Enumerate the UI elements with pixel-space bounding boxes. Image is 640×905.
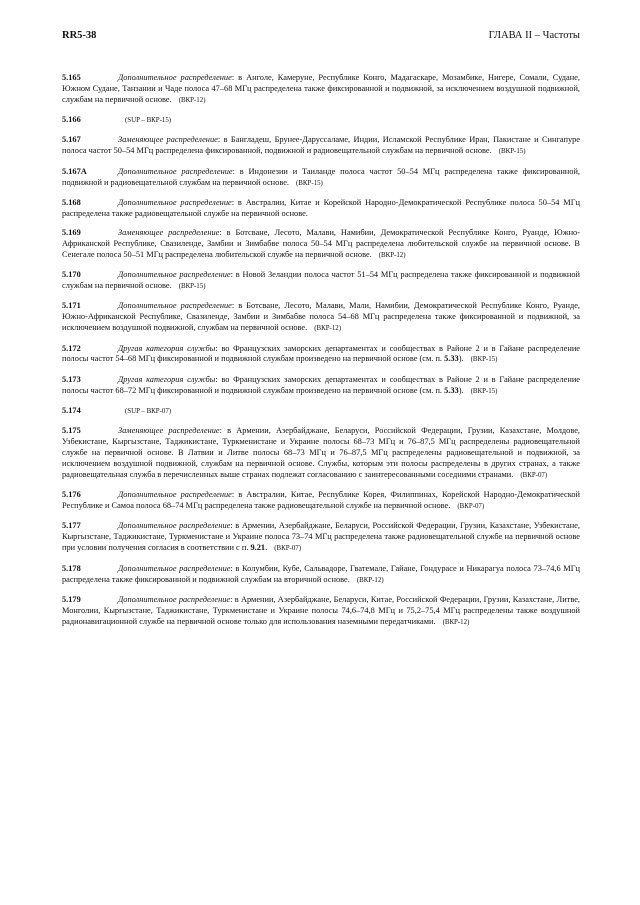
footnote-colon: :: [219, 426, 228, 436]
footnote-5-176: [62, 490, 580, 513]
footnote-text: в Колумбии, Кубе, Сальвадоре, Гватемале, Гайане, Гондурасе и Никарагуа полоса 73–74,6 МГц распределена также фиксированной и подвижной службам на вторичной основе.: [62, 563, 581, 584]
footnote-category: Заменяющее распределение: [118, 228, 220, 238]
page-number: RR5-38: [62, 30, 97, 41]
footnote-text-end: ).: [458, 385, 464, 395]
footnote-colon: :: [231, 197, 238, 207]
footnote-revision: (ВКР-15): [296, 179, 323, 187]
footnote-text: во Французских заморских департаментах и сообществах в Районе 2 и в Гайане распределение полосы частот 68–72 МГц фиксированной и подвижной службам произведено на первичной основе (см. п.: [62, 374, 580, 395]
footnote-5-165: [62, 73, 580, 107]
footnote-5-167a: [62, 167, 580, 190]
footnote-colon: :: [230, 270, 236, 280]
footnote-5-171: [62, 301, 580, 335]
footnote-5-168: [62, 198, 580, 220]
footnote-5-172: [62, 344, 580, 367]
footnote-category: Дополнительное распределение: [118, 521, 231, 531]
footnote-number: 5.176: [62, 490, 81, 500]
footnote-revision: (ВКР-12): [356, 576, 384, 584]
footnote-colon: :: [231, 301, 239, 311]
footnote-category: Дополнительное распределение: [118, 73, 232, 82]
footnote-text: в Австралии, Китае, Республике Корея, Филиппинах, Корейской Народно-Демократической Республике и Самоа полоса 68–74 МГц распределена также радиовещательной службе на первичной основе.: [62, 490, 581, 511]
footnote-number: 5.174: [62, 405, 81, 415]
footnote-text-end: ).: [458, 354, 464, 364]
footnote-colon: :: [230, 594, 235, 604]
footnote-category: Заменяющее распределение: [118, 426, 220, 436]
footnote-5-166: [62, 115, 580, 127]
footnote-number: 5.167A: [62, 166, 87, 176]
footnote-5-173: [62, 375, 580, 398]
footnote-number: 5.166: [62, 115, 81, 125]
footnote-revision: (ВКР-15): [178, 283, 206, 291]
footnote-5-169: [62, 228, 580, 262]
footnote-text: в Армении, Азербайджане, Беларуси, Китае, Российской Федерации, Грузии, Казахстане, Литве, Монголии, Кыргызстане, Таджикистане, Туркменистане и Украине полосы 74,6–74,8 МГц и 75,2–75,4 МГц распределены также воздушной радионавигационной службе на первичной основе только для использования наземными передатчиками.: [62, 594, 581, 626]
footnote-number: 5.171: [62, 301, 81, 311]
footnote-colon: :: [215, 374, 222, 384]
footnote-number: 5.165: [62, 73, 81, 82]
footnote-revision: (SUP – ВКР-15): [125, 117, 172, 125]
footnote-revision: (ВКР-12): [378, 251, 406, 259]
footnote-text: в Новой Зеландии полоса частот 51–54 МГц распределена также фиксированной и подвижной службам на первичной основе.: [62, 270, 580, 291]
page-header: [62, 30, 580, 44]
footnote-text: в Австралии, Китае и Корейской Народно-Демократической Республике полоса 50–54 МГц распределена также радиовещательной службе на первичной основе.: [62, 197, 581, 218]
footnote-category: Дополнительное распределение: [118, 166, 233, 176]
footnote-text: в Анголе, Камеруне, Республике Конго, Мадагаскаре, Мозамбике, Нигере, Сомали, Судане, Южном Судане, Танзании и Чаде полоса 47–68 МГц распределена также фиксированной и подвижной, за исключением воздушной подвижной, службам на первичной основе.: [62, 73, 581, 104]
footnote-colon: :: [231, 490, 239, 500]
footnote-revision: (ВКР-15): [470, 356, 498, 364]
footnote-category: Другая категория службы: [118, 374, 216, 384]
footnote-revision: (ВКР-07): [274, 545, 302, 553]
footnote-number: 5.179: [62, 594, 81, 604]
footnote-category: Дополнительное распределение: [118, 490, 232, 500]
footnote-colon: :: [230, 521, 236, 531]
footnotes-list: [62, 73, 580, 637]
footnote-colon: :: [231, 73, 239, 82]
footnote-colon: :: [217, 135, 224, 145]
footnote-revision: (ВКР-12): [178, 96, 206, 104]
footnote-ref-number: 5.33: [444, 385, 459, 395]
footnote-5-167: [62, 135, 580, 158]
footnote-revision: (ВКР-12): [442, 618, 470, 626]
footnote-revision: (ВКР-15): [498, 148, 526, 156]
footnote-ref-number: 9.21: [250, 543, 266, 553]
footnote-5-175: [62, 426, 580, 482]
footnote-number: 5.173: [62, 374, 81, 384]
footnote-number: 5.172: [62, 343, 81, 353]
footnote-5-177: [62, 521, 580, 555]
footnote-revision: (ВКР-15): [470, 387, 498, 395]
footnote-number: 5.167: [62, 135, 81, 145]
footnote-5-174: [62, 406, 580, 418]
footnote-colon: :: [230, 563, 236, 573]
footnote-5-170: [62, 270, 580, 293]
footnote-category: Дополнительное распределение: [118, 301, 232, 311]
footnote-number: 5.178: [62, 563, 81, 573]
footnote-text: в Индонезии и Таиланде полоса частот 50–54 МГц распределена также фиксированной, подвижной и радиовещательной службам на первичной основе.: [62, 166, 580, 187]
footnote-revision: (SUP – ВКР-07): [125, 407, 172, 415]
footnote-text: в Ботсване, Лесото, Малави, Мали, Намибии, Демократической Республике Конго, Руанде, Южно-Африканской Республике, Свазиленде, Замбии и Зимбабве полоса 54–68 МГц распределена также фиксированной и подвижной, за исключением воздушной подвижной, службам на первичной основе.: [62, 301, 581, 333]
footnote-colon: :: [219, 228, 227, 238]
footnote-category: Дополнительное распределение: [118, 197, 232, 207]
footnote-text-end: .: [265, 543, 268, 553]
footnote-text: в Армении, Азербайджане, Беларуси, Российской Федерации, Грузии, Казахстане, Молдове, Узбекистане, Кыргызстане, Таджикистане, Туркменистане и Украине полосы 68–73 МГц и 76–87,5 МГц распределены радиовещательной службе на первичной основе. В Латвии и Литве полосы 68–73 МГц и 76–87,5 МГц распределены радиовещательной и подвижной, за исключением воздушной подвижной, службам на первичной основе. Службы, которым эти полосы распределены в других странах, а также радиовещательная служба в перечисленных выше странах подлежат согласованию с заинтересованными соседними странами.: [62, 426, 581, 479]
footnote-revision: (ВКР-07): [457, 503, 485, 511]
footnote-category: Дополнительное распределение: [118, 270, 231, 280]
footnote-text: в Ботсване, Лесото, Малави, Намибии, Демократической Республике Конго, Руанде, Южно-Африканской Республике, Свазиленде, Замбии и Зимбабве полоса 50–54 МГц распределена любительской службе на первичной основе. В Сенегале полоса 50–51 МГц распределена любительской службе на первичной основе.: [62, 228, 581, 259]
footnote-ref-number: 5.33: [444, 354, 459, 364]
footnote-text: во Французских заморских департаментах и сообществах в Районе 2 и в Гайане распределение полосы частот 54–68 МГц фиксированной и подвижной службам произведено на первичной основе (см. п.: [62, 343, 580, 364]
footnote-colon: :: [232, 166, 240, 176]
footnote-5-178: [62, 564, 580, 587]
footnote-colon: :: [215, 343, 222, 353]
footnote-category: Заменяющее распределение: [118, 135, 218, 145]
footnote-number: 5.168: [62, 197, 81, 207]
footnote-number: 5.170: [62, 270, 81, 280]
footnote-number: 5.175: [62, 426, 81, 436]
footnote-category: Другая категория службы: [118, 343, 216, 353]
footnote-text: в Бангладеш, Брунее-Даруссаламе, Индии, Исламской Республике Иран, Пакистане и Сингапуре полоса частот 50–54 МГц распределена фиксированной, подвижной и радиовещательной службам на первичной основе.: [62, 135, 580, 156]
footnote-revision: (ВКР-12): [314, 325, 342, 333]
footnote-5-179: [62, 595, 580, 629]
footnote-revision: (ВКР-07): [520, 472, 548, 479]
footnote-number: 5.169: [62, 228, 81, 238]
footnote-category: Дополнительное распределение: [118, 594, 231, 604]
footnote-category: Дополнительное распределение: [118, 563, 231, 573]
footnote-number: 5.177: [62, 521, 81, 531]
chapter-title: ГЛАВА II – Частоты: [488, 30, 580, 41]
footnote-text: в Армении, Азербайджане, Беларуси, Российской Федерации, Грузии, Казахстане, Узбекистане, Кыргызстане, Таджикистане, Туркменистане и Украине полоса 73–74 МГц распределена также радиовещательной службе на первичной основе при условии получения согласия в соответствии с п.: [62, 521, 581, 553]
